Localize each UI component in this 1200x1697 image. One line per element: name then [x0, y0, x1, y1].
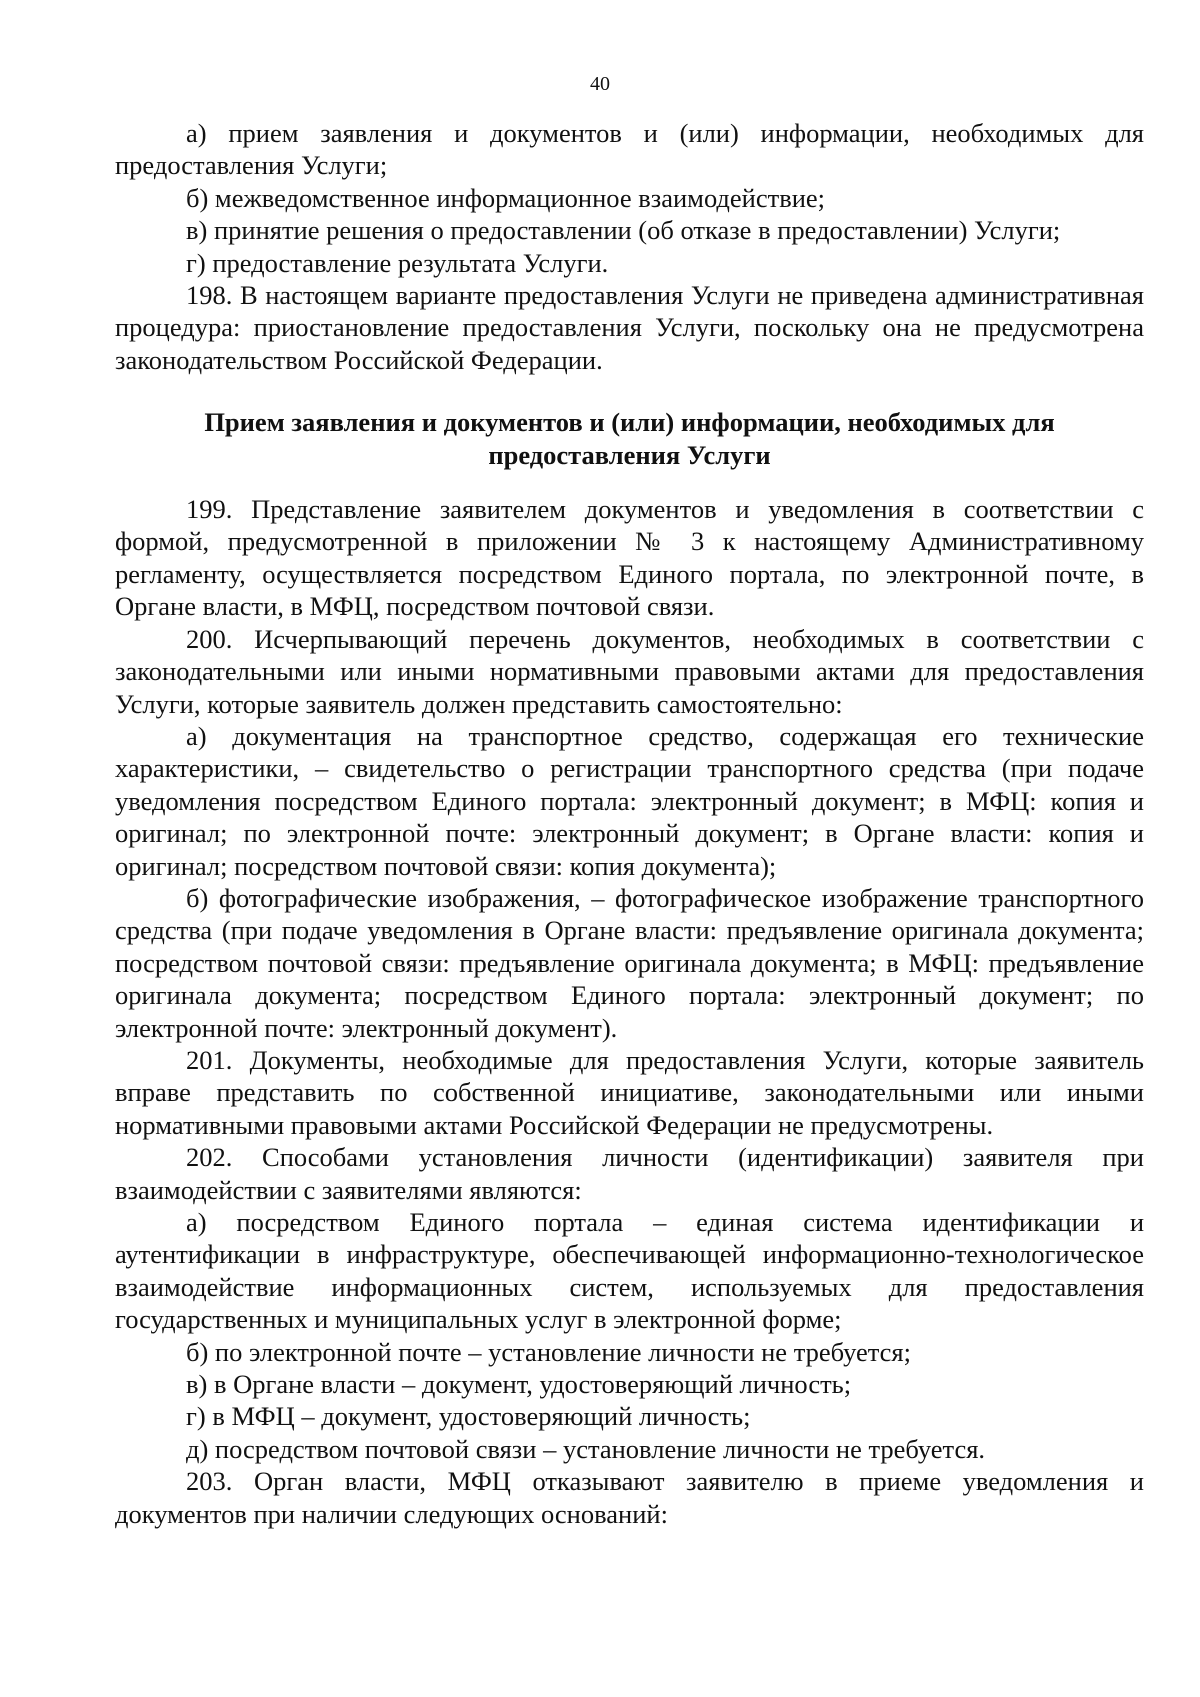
paragraph-198: 198. В настоящем варианте предоставления Услуги не приведена административная процедура: приостановление предоставления Услуги, поскольку она не предусмотрена законодательством Российской Федерации.	[115, 280, 1144, 375]
paragraph-item-b: б) межведомственное информационное взаимодействие;	[186, 182, 826, 213]
paragraph-item-v: в) принятие решения о предоставлении (об отказе в предоставлении) Услуги;	[186, 215, 1061, 246]
page-number: 40	[590, 73, 610, 95]
paragraph-203: 203. Орган власти, МФЦ отказывают заявителю в приеме уведомления и документов при наличии следующих оснований:	[115, 1466, 1144, 1529]
paragraph-202-v: в) в Органе власти – документ, удостоверяющий личность;	[186, 1369, 852, 1400]
paragraph-201: 201. Документы, необходимые для предоставления Услуги, которые заявитель вправе представить по собственной инициативе, законодательными или иными нормативными правовыми актами Российской Федерации не предусмотрены.	[115, 1044, 1144, 1140]
paragraph-item-a: а) прием заявления и документов и (или) информации, необходимых для предоставления Услуги;	[115, 118, 1144, 181]
paragraph-202: 202. Способами установления личности (идентификации) заявителя при взаимодействии с заявителями являются:	[115, 1142, 1144, 1205]
paragraph-200-a: а) документация на транспортное средство, содержащая его технические характеристики, – свидетельство о регистрации транспортного средства (при подаче уведомления посредством Единого портала: электронный документ; в МФЦ: копия и оригинал; по электронной почте: электронный документ; в Органе власти: копия и оригинал; посредством почтовой связи: копия документа);	[115, 720, 1144, 881]
paragraph-202-g: г) в МФЦ – документ, удостоверяющий личность;	[186, 1401, 751, 1432]
section-heading-line-2: предоставления Услуги	[488, 439, 771, 470]
paragraph-202-d: д) посредством почтовой связи – установление личности не требуется.	[186, 1433, 986, 1464]
section-heading-line-1: Прием заявления и документов и (или) информации, необходимых для	[204, 407, 1055, 438]
paragraph-item-g: г) предоставление результата Услуги.	[186, 247, 609, 278]
section-heading	[115, 406, 1144, 471]
paragraph-202-b: б) по электронной почте – установление личности не требуется;	[186, 1336, 911, 1367]
paragraph-202-a: а) посредством Единого портала – единая система идентификации и аутентификации в инфраструктуре, обеспечивающей информационно-технологическое взаимодействие информационных систем, используемых для предоставления государственных и муниципальных услуг в электронной форме;	[115, 1207, 1144, 1335]
paragraph-200-b: б) фотографические изображения, – фотографическое изображение транспортного средства (при подаче уведомления в Органе власти: предъявление оригинала документа; посредством почтовой связи: предъявление оригинала документа; в МФЦ: предъявление оригинала документа; посредством Единого портала: электронный документ; по электронной почте: электронный документ).	[115, 882, 1144, 1043]
document-body	[115, 117, 1144, 1530]
paragraph-200: 200. Исчерпывающий перечень документов, необходимых в соответствии с законодательными или иными нормативными правовыми актами для предоставления Услуги, которые заявитель должен представить самостоятельно:	[115, 623, 1144, 719]
paragraph-199: 199. Представление заявителем документов и уведомления в соответствии с формой, предусмотренной в приложении № 3 к настоящему Административному регламенту, осуществляется посредством Единого портала, по электронной почте, в Органе власти, в МФЦ, посредством почтовой связи.	[115, 494, 1144, 622]
